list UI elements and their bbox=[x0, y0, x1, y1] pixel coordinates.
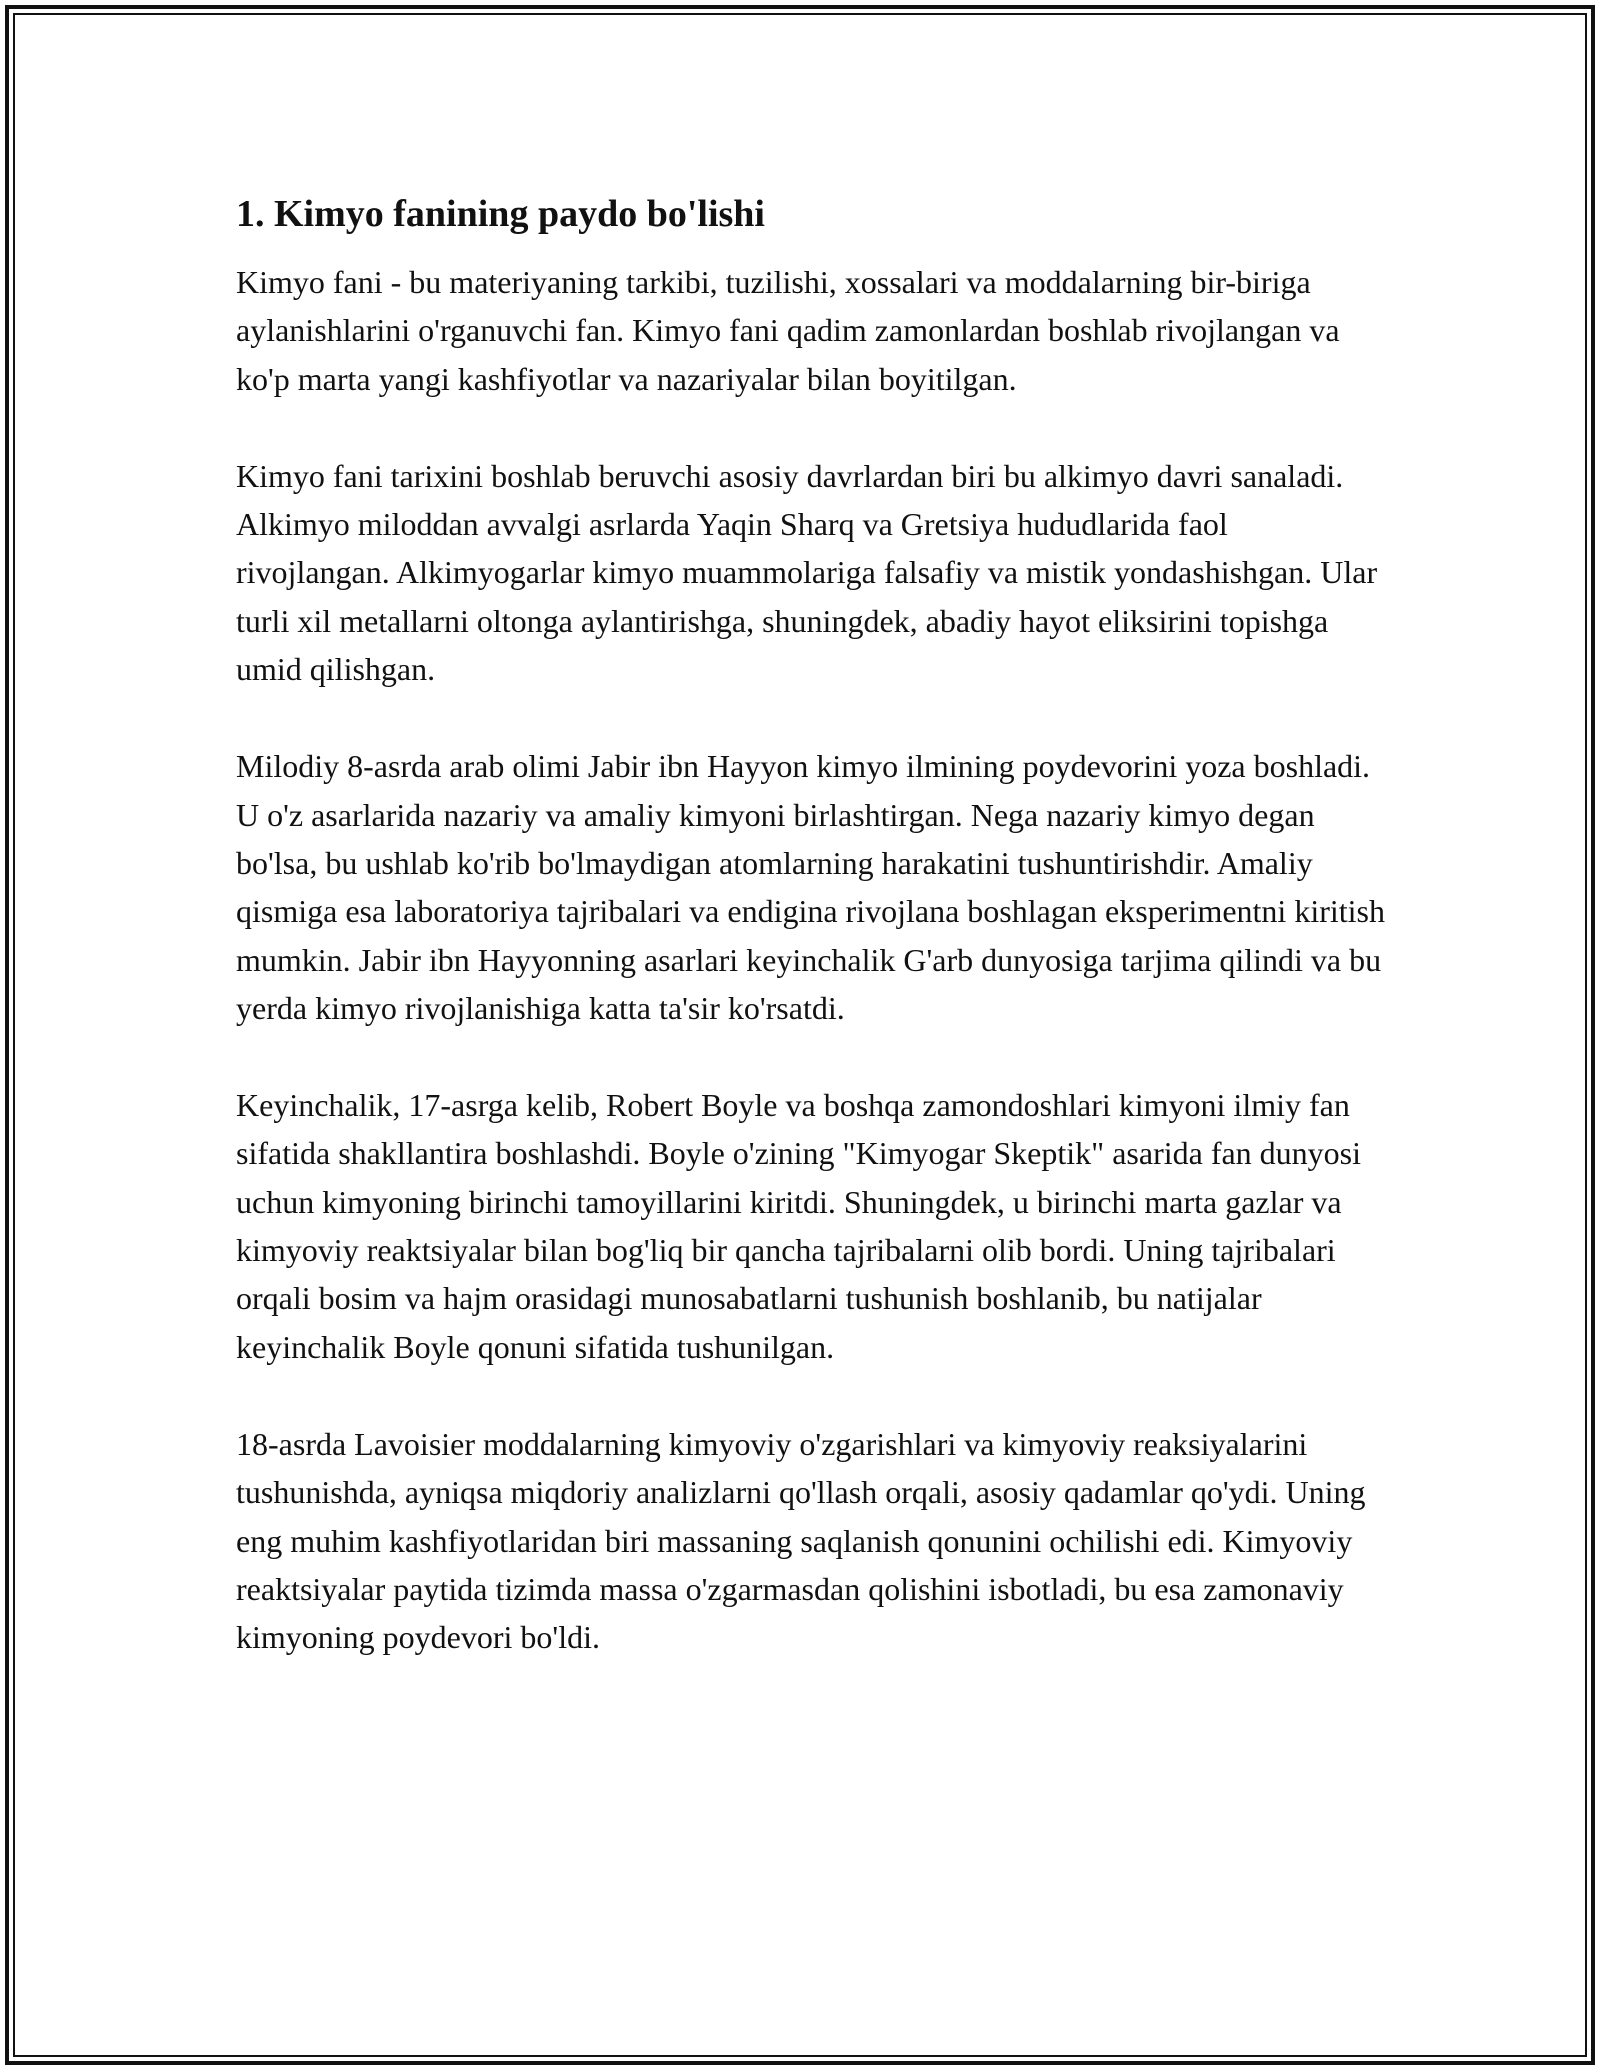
paragraph-jabir: Milodiy 8-asrda arab olimi Jabir ibn Hayyon kimyo ilmining poydevorini yoza boshladi. U o'z asarlarida nazariy va amaliy kimyoni birlashtirgan. Nega nazariy kimyo degan bo'lsa, bu ushlab ko'rib bo'lmaydigan atomlarning harakatini tushuntirishdir. Amaliy qismiga esa laboratoriya tajribalari va endigina rivojlana boshlagan eksperimentni kiritish mumkin. Jabir ibn Hayyonning asarlari keyinchalik G'arb dunyosiga tarjima qilindi va bu yerda kimyo rivojlanishiga katta ta'sir ko'rsatdi. bbox=[236, 748, 1385, 1026]
section-heading: 1. Kimyo fanining paydo bo'lishi bbox=[236, 193, 765, 235]
paragraph-definition: Kimyo fani - bu materiyaning tarkibi, tuzilishi, xossalari va moddalarning bir-biriga aylanishlarini o'rganuvchi fan. Kimyo fani qadim zamonlardan boshlab rivojlangan va ko'p marta yangi kashfiyotlar va nazariyalar bilan boyitilgan. bbox=[236, 264, 1340, 397]
document-body bbox=[236, 188, 1386, 1710]
paragraph-alchemy: Kimyo fani tarixini boshlab beruvchi asosiy davrlardan biri bu alkimyo davri sanaladi. Alkimyo miloddan avvalgi asrlarda Yaqin Sharq va Gretsiya hududlarida faol rivojlangan. Alkimyogarlar kimyo muammolariga falsafiy va mistik yondashishgan. Ular turli xil metallarni oltonga aylantirishga, shuningdek, abadiy hayot eliksirini topishga umid qilishgan. bbox=[236, 457, 1378, 688]
paragraph-boyle: Keyinchalik, 17-asrga kelib, Robert Boyle va boshqa zamondoshlari kimyoni ilmiy fan sifatida shakllantira boshlashdi. Boyle o'zining "Kimyogar Skeptik" asarida fan dunyosi uchun kimyoning birinchi tamoyillarini kiritdi. Shuningdek, u birinchi marta gazlar va kimyoviy reaktsiyalar bilan bog'liq bir qancha tajribalarni olib bordi. Uning tajribalari orqali bosim va hajm orasidagi munosabatlarni tushunish boshlanib, bu natijalar keyinchalik Boyle qonuni sifatida tushunilgan. bbox=[236, 1087, 1362, 1365]
paragraph-lavoisier: 18-asrda Lavoisier moddalarning kimyoviy o'zgarishlari va kimyoviy reaksiyalarini tushunishda, ayniqsa miqdoriy analizlarni qo'llash orqali, asosiy qadamlar qo'ydi. Uning eng muhim kashfiyotlaridan biri massaning saqlanish qonunini ochilishi edi. Kimyoviy reaktsiyalar paytida tizimda massa o'zgarmasdan qolishini isbotladi, bu esa zamonaviy kimyoning poydevori bo'ldi. bbox=[236, 1425, 1366, 1656]
